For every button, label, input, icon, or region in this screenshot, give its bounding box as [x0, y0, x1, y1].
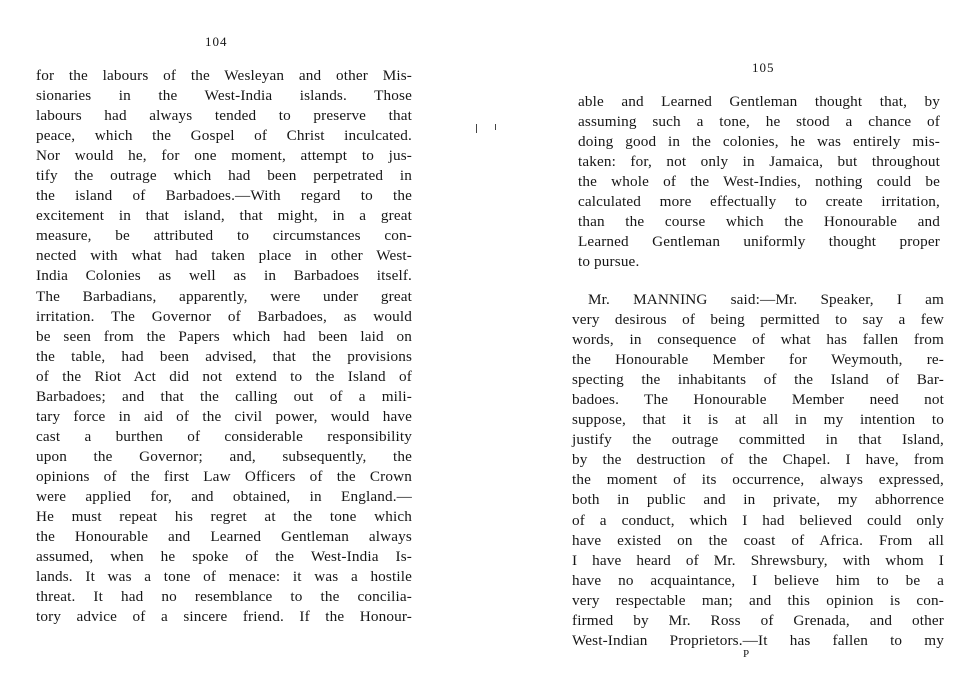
text-line: taken: for, not only in Jamaica, but throughout	[578, 153, 940, 171]
text-line: measure, be attributed to circumstances con-	[36, 227, 412, 245]
text-line: excitement in that island, that might, in a great	[36, 207, 412, 225]
text-line: by the destruction of the Chapel. I have, from	[572, 451, 944, 469]
text-line: lands. It was a tone of menace: it was a hostile	[36, 568, 412, 586]
left-page-text	[36, 66, 412, 627]
text-line: for the labours of the Wesleyan and other Mis-	[36, 67, 412, 84]
text-line: have no acquaintance, I believe him to be a	[572, 571, 944, 589]
text-line: doing good in the colonies, he was entirely mis-	[578, 133, 940, 151]
text-line: the Honourable and Learned Gentleman always	[36, 528, 412, 546]
text-line: tify the outrage which had been perpetrated in	[36, 167, 412, 185]
text-line: assuming such a tone, he stood a chance of	[578, 113, 940, 131]
text-line: words, in consequence of what has fallen from	[572, 331, 944, 349]
text-line: specting the inhabitants of the Island of Bar-	[572, 371, 944, 389]
text-line: tory advice of a sincere friend. If the Honour-	[36, 608, 412, 626]
text-line: firmed by Mr. Ross of Grenada, and other	[572, 611, 944, 629]
text-line: tary force in aid of the civil power, would have	[36, 407, 412, 425]
text-line: irritation. The Governor of Barbadoes, as would	[36, 307, 412, 325]
text-line: calculated more effectually to create irritation,	[578, 193, 940, 211]
text-line: the moment of its occurrence, always expressed,	[572, 471, 944, 489]
text-line: threat. It had no resemblance to the concilia-	[36, 588, 412, 606]
text-line: be seen from the Papers which had been laid on	[36, 327, 412, 345]
text-line: suppose, that it is at all in my intention to	[572, 411, 944, 429]
text-line: to pursue.	[578, 253, 640, 271]
text-line: Mr. MANNING said:—Mr. Speaker, I am	[588, 291, 944, 308]
text-line: very desirous of being permitted to say a few	[572, 311, 944, 329]
right-page-paragraph-2	[572, 290, 944, 651]
page-number: 105	[752, 60, 775, 75]
signature-mark: P	[743, 648, 750, 660]
text-line: the Honourable Member for Weymouth, re-	[572, 351, 944, 369]
text-line: The Barbadians, apparently, were under great	[36, 287, 412, 305]
text-line: peace, which the Gospel of Christ inculcated.	[36, 127, 412, 145]
text-line: Barbadoes; and that the calling out of a mili-	[36, 387, 412, 405]
text-line: were applied for, and obtained, in England.—	[36, 487, 412, 505]
text-line: nected with what had taken place in other West-	[36, 247, 412, 265]
text-line: justify the outrage committed in that Island,	[572, 431, 944, 449]
text-line: badoes. The Honourable Member need not	[572, 391, 944, 409]
text-line: the island of Barbadoes.—With regard to the	[36, 187, 412, 205]
text-line: Learned Gentleman uniformly thought proper	[578, 233, 940, 251]
text-line: both in public and in private, my abhorrence	[572, 491, 944, 509]
text-line: have existed on the coast of Africa. From all	[572, 531, 944, 549]
text-line: assumed, when he spoke of the West-India Is-	[36, 548, 412, 566]
right-page	[490, 0, 980, 694]
text-line: labours had always tended to preserve that	[36, 107, 412, 125]
text-line: cast a burthen of considerable responsibility	[36, 427, 412, 445]
text-line: I have heard of Mr. Shrewsbury, with whom I	[572, 551, 944, 569]
text-line: He must repeat his regret at the tone which	[36, 508, 412, 526]
left-page	[0, 0, 470, 694]
text-line: upon the Governor; and, subsequently, the	[36, 447, 412, 465]
text-line: India Colonies as well as in Barbadoes itself.	[36, 267, 412, 285]
text-line: very respectable man; and this opinion is con-	[572, 591, 944, 609]
text-line: able and Learned Gentleman thought that, by	[578, 93, 940, 110]
text-line: the whole of the West-Indies, nothing could be	[578, 173, 940, 191]
text-line: sionaries in the West-India islands. Those	[36, 87, 412, 105]
text-line: of a conduct, which I had believed could only	[572, 511, 944, 529]
page-number: 104	[205, 34, 228, 49]
right-page-paragraph-1	[578, 92, 940, 272]
text-line: West-Indian Proprietors.—It has fallen to my	[572, 631, 944, 649]
text-line: opinions of the first Law Officers of the Crown	[36, 467, 412, 485]
text-line: than the course which the Honourable and	[578, 213, 940, 231]
text-line: the table, had been advised, that the provisions	[36, 347, 412, 365]
text-line: Nor would he, for one moment, attempt to jus-	[36, 147, 412, 165]
text-line: of the Riot Act did not extend to the Island of	[36, 367, 412, 385]
